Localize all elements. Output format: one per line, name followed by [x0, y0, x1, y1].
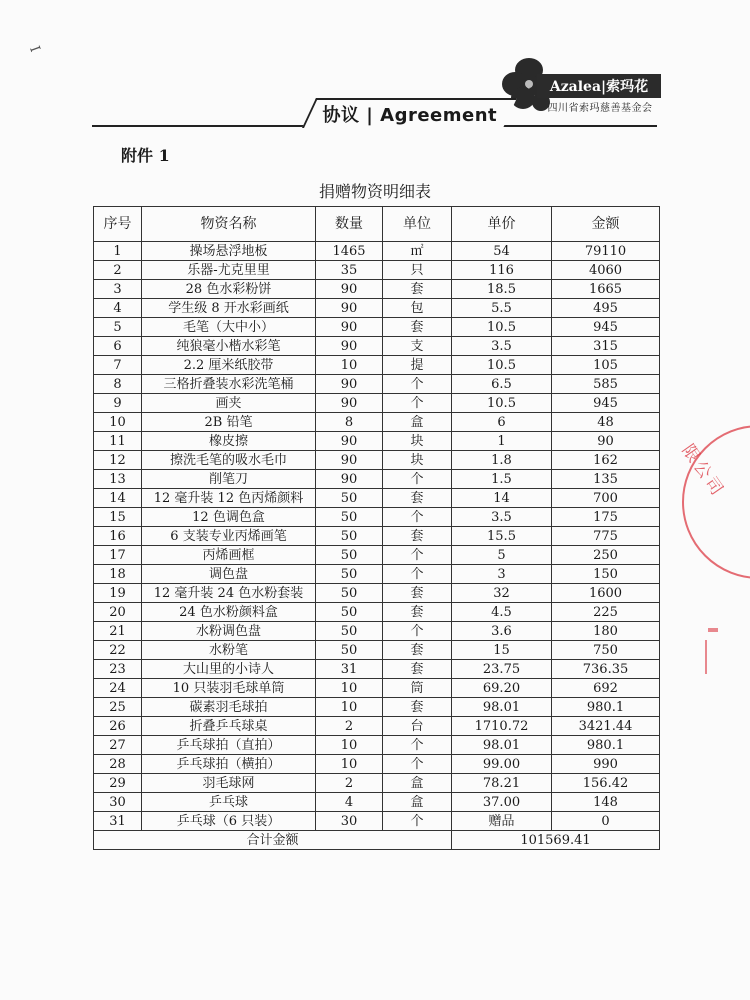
cell-index: 10 — [94, 413, 142, 432]
cell-quantity: 90 — [316, 451, 383, 470]
cell-item-name: 学生级 8 开水彩画纸 — [142, 299, 316, 318]
col-header-unit: 单位 — [383, 207, 452, 242]
cell-index: 23 — [94, 660, 142, 679]
cell-item-name: 大山里的小诗人 — [142, 660, 316, 679]
table-row — [94, 755, 660, 774]
cell-index: 25 — [94, 698, 142, 717]
cell-amount: 162 — [552, 451, 660, 470]
table-row — [94, 508, 660, 527]
cell-quantity: 90 — [316, 432, 383, 451]
cell-item-name: 28 色水彩粉饼 — [142, 280, 316, 299]
cell-unit: 个 — [383, 546, 452, 565]
cell-quantity: 30 — [316, 812, 383, 831]
table-row — [94, 356, 660, 375]
table-row — [94, 793, 660, 812]
cell-amount: 175 — [552, 508, 660, 527]
table-row — [94, 527, 660, 546]
cell-item-name: 水粉调色盘 — [142, 622, 316, 641]
cell-unit: 提 — [383, 356, 452, 375]
cell-unit: 台 — [383, 717, 452, 736]
cell-unit: ㎡ — [383, 242, 452, 261]
cell-unit-price: 10.5 — [452, 356, 552, 375]
cell-unit-price: 14 — [452, 489, 552, 508]
cell-item-name: 削笔刀 — [142, 470, 316, 489]
cell-unit: 个 — [383, 622, 452, 641]
cell-unit: 套 — [383, 698, 452, 717]
cell-quantity: 50 — [316, 489, 383, 508]
table-row — [94, 261, 660, 280]
cell-unit: 包 — [383, 299, 452, 318]
cell-unit-price: 69.20 — [452, 679, 552, 698]
cell-amount: 48 — [552, 413, 660, 432]
cell-quantity: 50 — [316, 641, 383, 660]
cell-amount: 585 — [552, 375, 660, 394]
cell-item-name: 2.2 厘米纸胶带 — [142, 356, 316, 375]
cell-unit-price: 32 — [452, 584, 552, 603]
cell-item-name: 乒乓球拍（直拍） — [142, 736, 316, 755]
cell-amount: 156.42 — [552, 774, 660, 793]
table-row — [94, 280, 660, 299]
cell-item-name: 乒乓球（6 只装） — [142, 812, 316, 831]
cell-unit-price: 54 — [452, 242, 552, 261]
cell-index: 5 — [94, 318, 142, 337]
cell-index: 12 — [94, 451, 142, 470]
cell-index: 22 — [94, 641, 142, 660]
cell-unit: 套 — [383, 603, 452, 622]
table-row — [94, 413, 660, 432]
cell-amount: 225 — [552, 603, 660, 622]
seal-text: 限公司 — [677, 440, 729, 502]
cell-unit: 套 — [383, 318, 452, 337]
cell-unit-price: 6 — [452, 413, 552, 432]
cell-item-name: 乒乓球 — [142, 793, 316, 812]
cell-unit: 套 — [383, 660, 452, 679]
cell-quantity: 90 — [316, 299, 383, 318]
cell-index: 16 — [94, 527, 142, 546]
cell-amount: 135 — [552, 470, 660, 489]
cell-item-name: 乐器-尤克里里 — [142, 261, 316, 280]
cell-unit: 盒 — [383, 793, 452, 812]
table-row — [94, 698, 660, 717]
cell-unit-price: 98.01 — [452, 698, 552, 717]
cell-index: 4 — [94, 299, 142, 318]
cell-unit-price: 1 — [452, 432, 552, 451]
col-header-quantity: 数量 — [316, 207, 383, 242]
table-row — [94, 717, 660, 736]
cell-unit: 盒 — [383, 413, 452, 432]
cell-index: 31 — [94, 812, 142, 831]
cell-item-name: 操场悬浮地板 — [142, 242, 316, 261]
cell-amount: 980.1 — [552, 698, 660, 717]
cell-amount: 148 — [552, 793, 660, 812]
cell-quantity: 50 — [316, 565, 383, 584]
cell-unit-price: 10.5 — [452, 394, 552, 413]
cell-index: 6 — [94, 337, 142, 356]
cell-quantity: 90 — [316, 394, 383, 413]
table-row — [94, 622, 660, 641]
cell-unit: 个 — [383, 508, 452, 527]
cell-quantity: 2 — [316, 717, 383, 736]
logo-subtitle: 四川省索玛慈善基金会 — [547, 103, 653, 114]
cell-unit-price: 3.5 — [452, 337, 552, 356]
cell-item-name: 毛笔（大中小） — [142, 318, 316, 337]
table-row — [94, 812, 660, 831]
col-header-price: 单价 — [452, 207, 552, 242]
cell-quantity: 50 — [316, 508, 383, 527]
table-row — [94, 546, 660, 565]
cell-unit: 个 — [383, 375, 452, 394]
cell-amount: 315 — [552, 337, 660, 356]
cell-quantity: 35 — [316, 261, 383, 280]
table-row — [94, 641, 660, 660]
cell-quantity: 50 — [316, 603, 383, 622]
cell-amount: 1665 — [552, 280, 660, 299]
cell-unit-price: 4.5 — [452, 603, 552, 622]
cell-quantity: 50 — [316, 622, 383, 641]
cell-quantity: 2 — [316, 774, 383, 793]
scan-mark: ꟷ — [27, 40, 44, 60]
cell-item-name: 三格折叠装水彩洗笔桶 — [142, 375, 316, 394]
cell-unit-price: 98.01 — [452, 736, 552, 755]
cell-quantity: 90 — [316, 337, 383, 356]
cell-item-name: 折叠乒乓球桌 — [142, 717, 316, 736]
cell-index: 28 — [94, 755, 142, 774]
cell-unit: 个 — [383, 470, 452, 489]
cell-unit-price: 6.5 — [452, 375, 552, 394]
col-header-name: 物资名称 — [142, 207, 316, 242]
table-row — [94, 774, 660, 793]
cell-amount: 495 — [552, 299, 660, 318]
cell-amount: 980.1 — [552, 736, 660, 755]
cell-unit-price: 37.00 — [452, 793, 552, 812]
cell-amount: 736.35 — [552, 660, 660, 679]
cell-unit: 个 — [383, 812, 452, 831]
cell-quantity: 10 — [316, 698, 383, 717]
cell-unit: 套 — [383, 527, 452, 546]
cell-index: 14 — [94, 489, 142, 508]
donation-table — [93, 206, 660, 850]
cell-item-name: 10 只装羽毛球单筒 — [142, 679, 316, 698]
cell-quantity: 10 — [316, 755, 383, 774]
cell-amount: 750 — [552, 641, 660, 660]
cell-amount: 250 — [552, 546, 660, 565]
cell-item-name: 羽毛球网 — [142, 774, 316, 793]
cell-unit-price: 3 — [452, 565, 552, 584]
table-row — [94, 470, 660, 489]
cell-amount: 700 — [552, 489, 660, 508]
cell-unit-price: 116 — [452, 261, 552, 280]
cell-unit: 套 — [383, 584, 452, 603]
cell-item-name: 画夹 — [142, 394, 316, 413]
cell-quantity: 10 — [316, 679, 383, 698]
cell-unit-price: 78.21 — [452, 774, 552, 793]
cell-unit-price: 18.5 — [452, 280, 552, 299]
cell-unit-price: 99.00 — [452, 755, 552, 774]
cell-quantity: 50 — [316, 584, 383, 603]
cell-item-name: 碳素羽毛球拍 — [142, 698, 316, 717]
cell-unit-price: 3.5 — [452, 508, 552, 527]
cell-unit: 个 — [383, 736, 452, 755]
cell-quantity: 90 — [316, 280, 383, 299]
cell-item-name: 纯狼毫小楷水彩笔 — [142, 337, 316, 356]
cell-index: 20 — [94, 603, 142, 622]
cell-quantity: 10 — [316, 736, 383, 755]
cell-amount: 90 — [552, 432, 660, 451]
logo-text: Azalea|索玛花 — [537, 74, 661, 98]
cell-index: 1 — [94, 242, 142, 261]
table-row — [94, 584, 660, 603]
table-row — [94, 660, 660, 679]
cell-amount: 692 — [552, 679, 660, 698]
table-row — [94, 337, 660, 356]
cell-quantity: 50 — [316, 546, 383, 565]
table-header-row — [94, 207, 660, 242]
cell-quantity: 1465 — [316, 242, 383, 261]
total-label: 合计金额 — [94, 831, 452, 850]
cell-item-name: 水粉笔 — [142, 641, 316, 660]
cell-unit: 个 — [383, 565, 452, 584]
cell-unit: 筒 — [383, 679, 452, 698]
cell-amount: 990 — [552, 755, 660, 774]
cell-index: 24 — [94, 679, 142, 698]
table-row — [94, 432, 660, 451]
table-row — [94, 679, 660, 698]
cell-index: 19 — [94, 584, 142, 603]
cell-quantity: 4 — [316, 793, 383, 812]
cell-index: 9 — [94, 394, 142, 413]
cell-quantity: 90 — [316, 470, 383, 489]
cell-amount: 105 — [552, 356, 660, 375]
table-row — [94, 299, 660, 318]
cell-item-name: 12 毫升装 24 色水粉套装 — [142, 584, 316, 603]
cell-quantity: 90 — [316, 318, 383, 337]
cell-quantity: 8 — [316, 413, 383, 432]
cell-index: 8 — [94, 375, 142, 394]
cell-unit: 套 — [383, 641, 452, 660]
cell-amount: 3421.44 — [552, 717, 660, 736]
cell-unit-price: 15 — [452, 641, 552, 660]
cell-index: 26 — [94, 717, 142, 736]
cell-index: 17 — [94, 546, 142, 565]
cell-amount: 79110 — [552, 242, 660, 261]
cell-quantity: 10 — [316, 356, 383, 375]
cell-amount: 945 — [552, 394, 660, 413]
cell-unit-price: 5.5 — [452, 299, 552, 318]
cell-unit-price: 3.6 — [452, 622, 552, 641]
cell-unit: 盒 — [383, 774, 452, 793]
cell-quantity: 90 — [316, 375, 383, 394]
cell-unit-price: 15.5 — [452, 527, 552, 546]
table-row — [94, 565, 660, 584]
seal-fragment — [708, 628, 718, 632]
cell-unit-price: 5 — [452, 546, 552, 565]
cell-index: 21 — [94, 622, 142, 641]
cell-amount: 775 — [552, 527, 660, 546]
cell-index: 11 — [94, 432, 142, 451]
cell-item-name: 橡皮擦 — [142, 432, 316, 451]
table-row — [94, 489, 660, 508]
seal-fragment-line — [705, 640, 719, 674]
cell-unit-price: 赠品 — [452, 812, 552, 831]
cell-item-name: 2B 铅笔 — [142, 413, 316, 432]
cell-index: 13 — [94, 470, 142, 489]
cell-unit-price: 1.5 — [452, 470, 552, 489]
cell-item-name: 乒乓球拍（横拍） — [142, 755, 316, 774]
cell-item-name: 12 毫升装 12 色丙烯颜料 — [142, 489, 316, 508]
cell-unit-price: 23.75 — [452, 660, 552, 679]
cell-amount: 945 — [552, 318, 660, 337]
cell-index: 2 — [94, 261, 142, 280]
table-row — [94, 451, 660, 470]
cell-unit: 套 — [383, 489, 452, 508]
cell-unit: 只 — [383, 261, 452, 280]
cell-item-name: 6 支装专业丙烯画笔 — [142, 527, 316, 546]
cell-quantity: 31 — [316, 660, 383, 679]
cell-index: 30 — [94, 793, 142, 812]
cell-index: 27 — [94, 736, 142, 755]
cell-item-name: 12 色调色盒 — [142, 508, 316, 527]
table-row — [94, 318, 660, 337]
cell-amount: 0 — [552, 812, 660, 831]
cell-unit: 块 — [383, 451, 452, 470]
table-row — [94, 394, 660, 413]
cell-index: 15 — [94, 508, 142, 527]
table-row — [94, 603, 660, 622]
table-row — [94, 375, 660, 394]
cell-index: 29 — [94, 774, 142, 793]
cell-amount: 150 — [552, 565, 660, 584]
cell-index: 18 — [94, 565, 142, 584]
cell-item-name: 调色盘 — [142, 565, 316, 584]
cell-amount: 1600 — [552, 584, 660, 603]
header-tab — [302, 98, 517, 128]
cell-index: 7 — [94, 356, 142, 375]
table-row — [94, 242, 660, 261]
cell-item-name: 丙烯画框 — [142, 546, 316, 565]
cell-unit-price: 1.8 — [452, 451, 552, 470]
cell-item-name: 24 色水粉颜料盒 — [142, 603, 316, 622]
cell-unit: 块 — [383, 432, 452, 451]
cell-unit: 套 — [383, 280, 452, 299]
cell-unit: 个 — [383, 394, 452, 413]
cell-amount: 4060 — [552, 261, 660, 280]
cell-unit: 支 — [383, 337, 452, 356]
table-title: 捐赠物资明细表 — [318, 182, 431, 201]
cell-item-name: 擦洗毛笔的吸水毛巾 — [142, 451, 316, 470]
cell-quantity: 50 — [316, 527, 383, 546]
total-value: 101569.41 — [452, 831, 660, 850]
table-row — [94, 736, 660, 755]
cell-unit-price: 1710.72 — [452, 717, 552, 736]
attachment-label: 附件 1 — [121, 146, 170, 165]
cell-index: 3 — [94, 280, 142, 299]
cell-amount: 180 — [552, 622, 660, 641]
cell-unit: 个 — [383, 755, 452, 774]
total-row — [94, 831, 660, 850]
col-header-amount: 金额 — [552, 207, 660, 242]
cell-unit-price: 10.5 — [452, 318, 552, 337]
page-title: 协议 | Agreement — [322, 105, 498, 126]
col-header-index: 序号 — [94, 207, 142, 242]
